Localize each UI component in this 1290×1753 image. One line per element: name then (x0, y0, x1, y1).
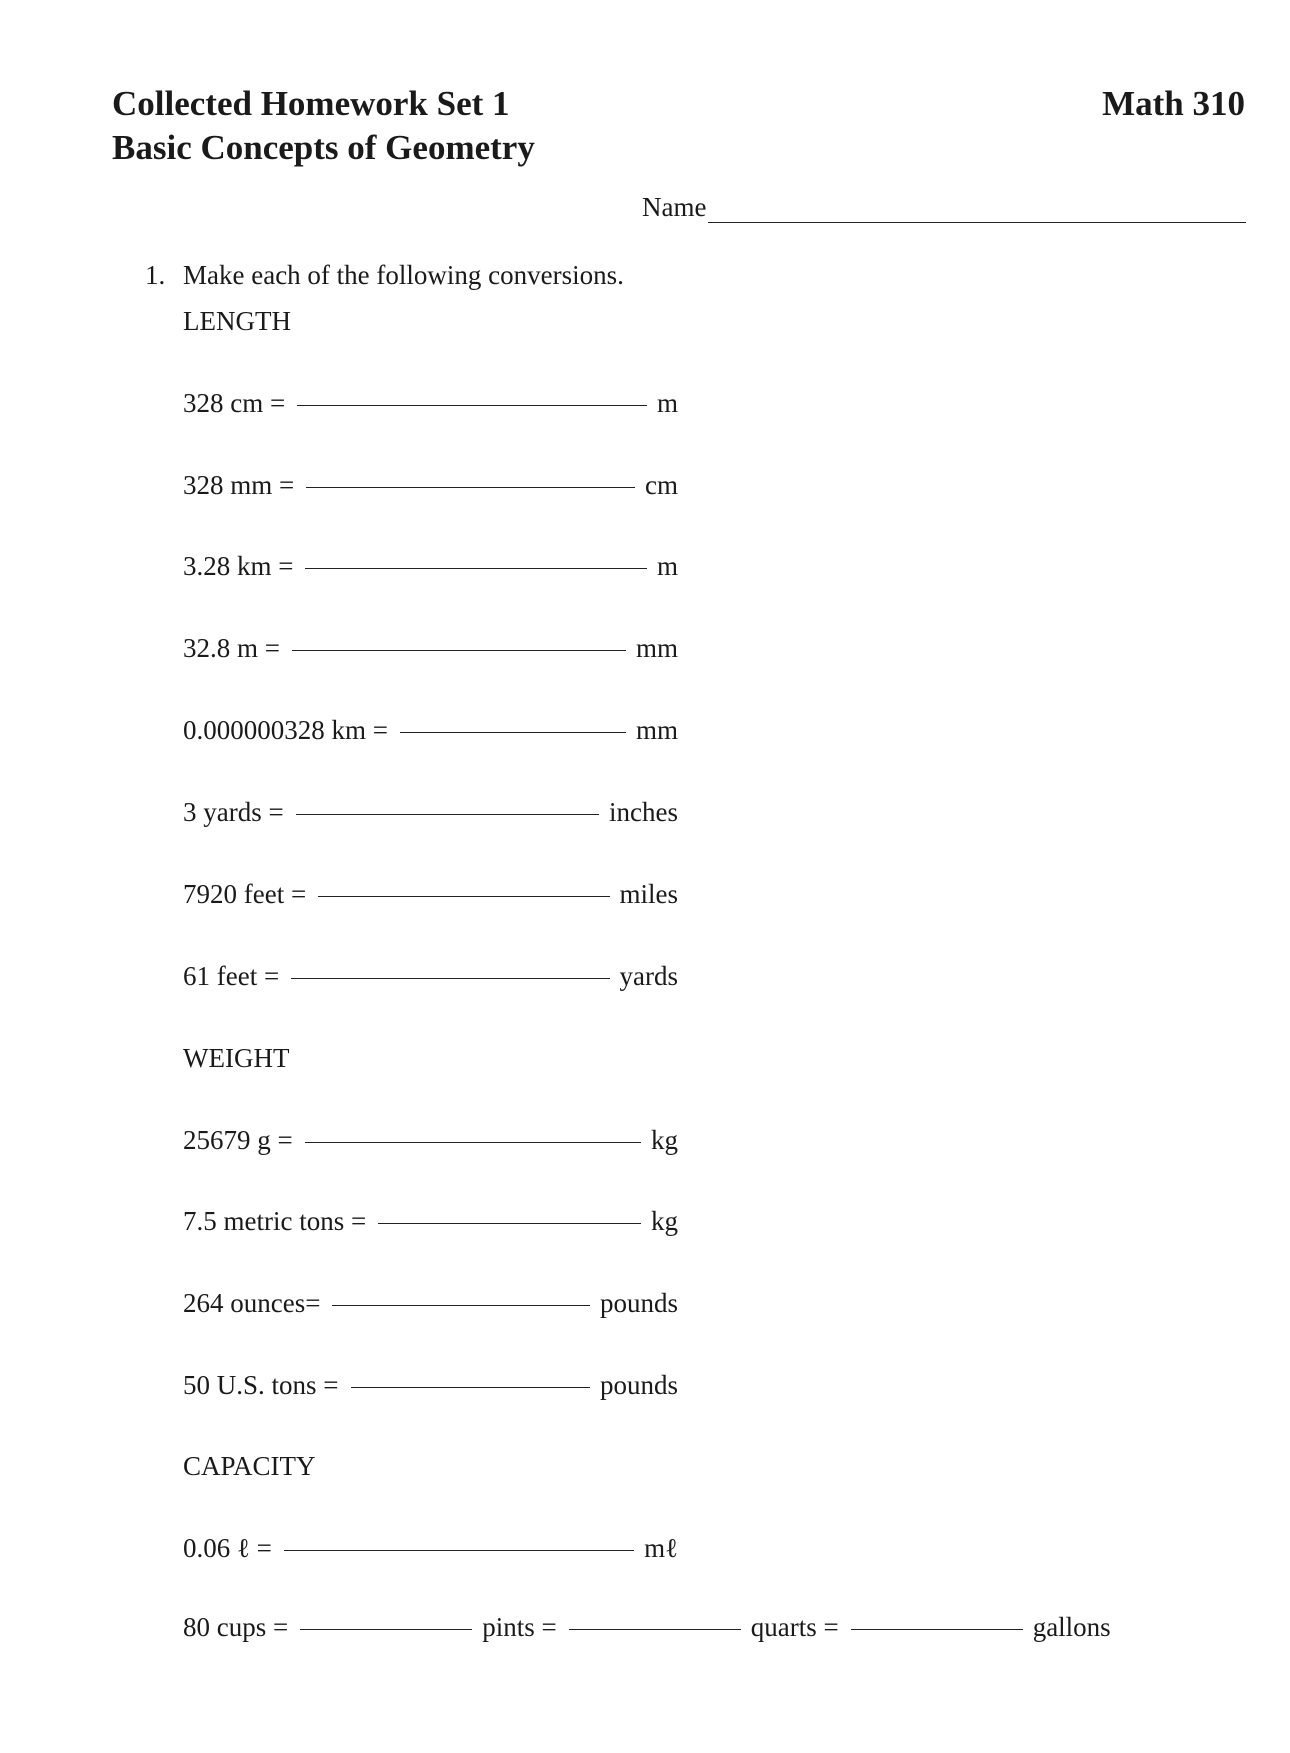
conversion-prompt: 328 cm = (183, 388, 286, 418)
course-label: Math 310 (1102, 84, 1245, 123)
conversion-unit: miles (619, 879, 678, 909)
conversion-prompt: 328 mm = (183, 470, 295, 500)
conversion-unit: mm (635, 633, 678, 663)
conversion-row (183, 1206, 678, 1237)
conversion-prompt: 3.28 km = (183, 551, 294, 581)
conversion-unit: cm (645, 470, 678, 500)
conversion-row (183, 551, 678, 582)
conversion-row (183, 1125, 678, 1156)
answer-blank[interactable] (318, 895, 609, 897)
answer-blank[interactable] (297, 404, 647, 406)
conversion-row (183, 1533, 678, 1564)
answer-blank[interactable] (569, 1628, 741, 1630)
conversion-prompt: 7920 feet = (183, 879, 307, 909)
chain-start: 80 cups = (183, 1612, 289, 1642)
conversion-unit: mm (635, 715, 678, 745)
answer-blank[interactable] (305, 567, 647, 569)
conversion-prompt: 32.8 m = (183, 633, 280, 663)
conversion-unit: pounds (599, 1370, 678, 1400)
answer-blank[interactable] (378, 1222, 641, 1224)
document-title (112, 82, 535, 170)
conversion-prompt: 7.5 metric tons = (183, 1206, 367, 1236)
answer-blank[interactable] (851, 1628, 1023, 1630)
conversion-prompt: 3 yards = (183, 797, 284, 827)
conversion-prompt: 25679 g = (183, 1125, 293, 1155)
answer-blank[interactable] (306, 486, 635, 488)
chain-mid-pints: pints = (482, 1612, 557, 1642)
conversion-prompt: 0.06 ℓ = (183, 1533, 272, 1563)
conversion-unit: pounds (599, 1288, 678, 1318)
problem-text: Make each of the following conversions. (183, 260, 624, 290)
chain-mid-quarts: quarts = (750, 1612, 839, 1642)
name-field-row (642, 192, 1246, 223)
answer-blank[interactable] (296, 813, 599, 815)
conversion-row (183, 961, 678, 992)
problem-number: 1. (145, 260, 166, 290)
conversion-unit: m (656, 551, 678, 581)
conversion-row (183, 879, 678, 910)
answer-blank[interactable] (284, 1549, 634, 1551)
answer-blank[interactable] (351, 1386, 590, 1388)
answer-blank[interactable] (305, 1141, 641, 1143)
conversion-unit: kg (651, 1125, 678, 1155)
problem-1-instruction (145, 260, 624, 291)
name-label: Name (642, 192, 707, 222)
conversion-unit: yards (619, 961, 678, 991)
conversion-row (183, 633, 678, 664)
conversion-prompt: 0.000000328 km = (183, 715, 388, 745)
conversion-row (183, 470, 678, 501)
conversion-row (183, 715, 678, 746)
section-weight-heading: WEIGHT (183, 1043, 290, 1073)
title-line-2: Basic Concepts of Geometry (112, 128, 535, 167)
chain-conversion-row (183, 1612, 1111, 1643)
answer-blank[interactable] (291, 977, 609, 979)
section-capacity-heading: CAPACITY (183, 1451, 316, 1481)
conversion-prompt: 61 feet = (183, 961, 280, 991)
answer-blank[interactable] (332, 1304, 590, 1306)
conversion-unit: inches (609, 797, 678, 827)
title-line-1: Collected Homework Set 1 (112, 84, 510, 123)
conversion-row (183, 1370, 678, 1401)
conversion-unit: m (656, 388, 678, 418)
name-blank[interactable] (708, 198, 1246, 223)
conversion-prompt: 50 U.S. tons = (183, 1370, 339, 1400)
conversion-prompt: 264 ounces= (183, 1288, 321, 1318)
answer-blank[interactable] (300, 1628, 472, 1630)
conversion-unit: mℓ (644, 1533, 678, 1563)
answer-blank[interactable] (400, 731, 626, 733)
conversion-row (183, 388, 678, 419)
answer-blank[interactable] (292, 649, 626, 651)
section-length-heading: LENGTH (183, 306, 291, 336)
conversion-row (183, 1288, 678, 1319)
conversion-unit: kg (651, 1206, 678, 1236)
conversion-row (183, 797, 678, 828)
chain-end: gallons (1032, 1612, 1111, 1642)
